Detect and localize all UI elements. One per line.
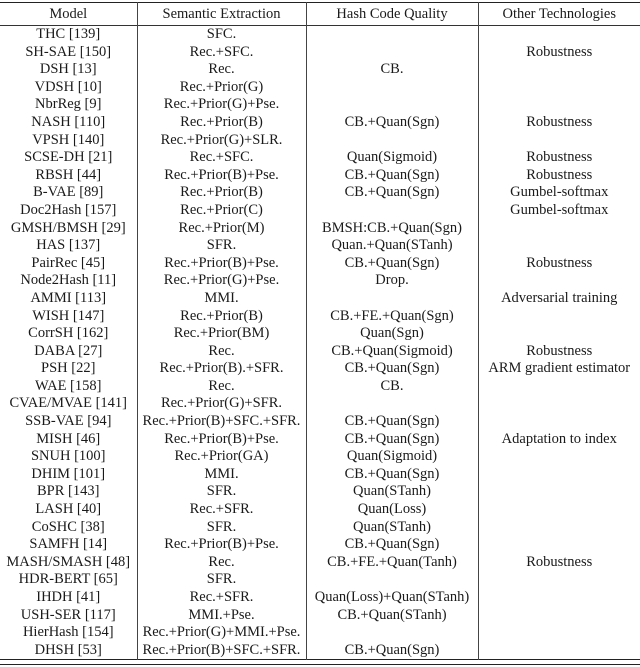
other-technologies-cell <box>478 536 640 554</box>
model-cell: DHSH [53] <box>34 641 102 658</box>
model-cell: IHDH [41] <box>36 589 101 605</box>
model-cell: RBSH [44] <box>35 166 102 183</box>
model-cell: SCSE-DH [21] <box>24 149 113 166</box>
semantic-extraction-cell: Rec.+Prior(GA) <box>137 448 306 466</box>
hash-code-quality-cell: CB.+FE.+Quan(Tanh) <box>306 554 478 572</box>
table-row <box>0 79 640 97</box>
model-cell: MASH/SMASH [48] <box>6 553 131 570</box>
hash-code-quality-cell: Quan(Loss) <box>306 501 478 519</box>
hash-code-quality-cell: CB. <box>306 378 478 396</box>
other-technologies-cell: Robustness <box>478 149 640 167</box>
table-row <box>0 272 640 290</box>
other-technologies-cell: Robustness <box>478 44 640 62</box>
model-cell: HAS [137] <box>36 237 101 254</box>
header-other-technologies: Other Technologies <box>478 3 640 26</box>
table-row <box>0 184 640 202</box>
semantic-extraction-cell: Rec.+Prior(B) <box>137 308 306 326</box>
semantic-extraction-cell: Rec. <box>137 554 306 572</box>
model-cell: SNUH [100] <box>30 448 106 465</box>
semantic-extraction-cell: Rec.+Prior(B)+SFC.+SFR. <box>137 413 306 431</box>
semantic-extraction-cell: Rec. <box>137 378 306 396</box>
hash-code-quality-cell <box>306 395 478 413</box>
table-row <box>0 519 640 537</box>
hash-code-quality-cell: Quan(STanh) <box>306 519 478 537</box>
header-semantic-extraction: Semantic Extraction <box>137 3 306 26</box>
semantic-extraction-cell: SFR. <box>137 519 306 537</box>
semantic-extraction-cell: MMI. <box>137 466 306 484</box>
table-row <box>0 466 640 484</box>
hash-code-quality-cell: CB.+FE.+Quan(Sgn) <box>306 308 478 326</box>
semantic-extraction-cell: Rec.+SFC. <box>137 44 306 62</box>
table-row <box>0 26 640 44</box>
hash-code-quality-cell: Quan(STanh) <box>306 483 478 501</box>
hash-code-quality-cell: Drop. <box>306 272 478 290</box>
model-cell: PSH [22] <box>41 360 96 377</box>
other-technologies-cell: Robustness <box>478 167 640 185</box>
hash-code-quality-cell: CB.+Quan(Sgn) <box>306 184 478 202</box>
hash-code-quality-cell: CB.+Quan(Sgn) <box>306 167 478 185</box>
semantic-extraction-cell: Rec.+Prior(BM) <box>137 325 306 343</box>
model-cell: GMSH/BMSH [29] <box>10 219 126 236</box>
model-cell: NbrReg [9] <box>35 96 102 113</box>
semantic-extraction-cell: Rec.+Prior(G)+SLR. <box>137 132 306 150</box>
hash-code-quality-cell: CB.+Quan(Sgn) <box>306 360 478 378</box>
table-row <box>0 325 640 343</box>
hash-code-quality-cell <box>306 44 478 62</box>
model-cell: THC [139] <box>36 26 101 42</box>
other-technologies-cell <box>478 79 640 97</box>
model-cell: SH-SAE [150] <box>25 43 112 60</box>
table-row <box>0 255 640 273</box>
table-row <box>0 395 640 413</box>
other-technologies-cell <box>478 589 640 607</box>
bottom-rule <box>0 664 640 665</box>
model-cell: Doc2Hash [157] <box>20 201 117 218</box>
table-row <box>0 448 640 466</box>
model-cell: DSH [13] <box>39 61 97 78</box>
table-row <box>0 44 640 62</box>
other-technologies-cell: Adaptation to index <box>478 431 640 449</box>
other-technologies-cell <box>478 501 640 519</box>
semantic-extraction-cell: SFC. <box>137 26 306 44</box>
semantic-extraction-cell: MMI. <box>137 290 306 308</box>
table-row <box>0 237 640 255</box>
other-technologies-cell <box>478 96 640 114</box>
semantic-extraction-cell: Rec. <box>137 61 306 79</box>
model-cell: SAMFH [14] <box>29 536 108 553</box>
hash-code-quality-cell <box>306 132 478 150</box>
table-row <box>0 589 640 607</box>
header-row <box>0 3 640 26</box>
semantic-extraction-cell: SFR. <box>137 571 306 589</box>
model-cell: PairRec [45] <box>31 254 106 271</box>
model-cell: B-VAE [89] <box>33 184 104 201</box>
other-technologies-cell <box>478 624 640 642</box>
header-hash-code-quality: Hash Code Quality <box>306 3 478 26</box>
table-row <box>0 378 640 396</box>
hash-code-quality-cell: Quan(Sgn) <box>306 325 478 343</box>
hash-code-quality-cell: CB.+Quan(Sgn) <box>306 536 478 554</box>
hash-code-quality-cell <box>306 202 478 220</box>
table-row <box>0 624 640 642</box>
semantic-extraction-cell: Rec.+Prior(G)+SFR. <box>137 395 306 413</box>
other-technologies-cell <box>478 519 640 537</box>
table-row <box>0 642 640 660</box>
table-row <box>0 114 640 132</box>
semantic-extraction-cell: Rec.+Prior(G)+Pse. <box>137 96 306 114</box>
semantic-extraction-cell: SFR. <box>137 483 306 501</box>
semantic-extraction-cell: Rec.+Prior(B)+Pse. <box>137 431 306 449</box>
model-cell: HierHash [154] <box>22 624 114 641</box>
model-cell: BPR [143] <box>37 483 100 500</box>
table-row <box>0 501 640 519</box>
model-cell: SSB-VAE [94] <box>25 413 112 430</box>
model-cell: MISH [46] <box>36 430 101 447</box>
model-cell: USH-SER [117] <box>20 606 116 623</box>
table-row <box>0 167 640 185</box>
semantic-extraction-cell: SFR. <box>137 237 306 255</box>
hash-code-quality-cell <box>306 624 478 642</box>
table-row <box>0 431 640 449</box>
other-technologies-cell <box>478 26 640 44</box>
other-technologies-cell: Robustness <box>478 554 640 572</box>
other-technologies-cell <box>478 325 640 343</box>
table-header <box>0 3 640 26</box>
hash-code-quality-cell <box>306 96 478 114</box>
model-cell: DABA [27] <box>34 342 103 359</box>
table-row <box>0 360 640 378</box>
semantic-extraction-cell: Rec.+Prior(B)+Pse. <box>137 167 306 185</box>
other-technologies-cell: Gumbel-softmax <box>478 184 640 202</box>
hash-code-quality-cell: Quan(Sigmoid) <box>306 149 478 167</box>
other-technologies-cell <box>478 378 640 396</box>
model-cell: VDSH [10] <box>34 78 102 95</box>
semantic-extraction-cell: Rec. <box>137 343 306 361</box>
hash-code-quality-cell: Quan.+Quan(STanh) <box>306 237 478 255</box>
semantic-extraction-cell: Rec.+Prior(B) <box>137 114 306 132</box>
hash-code-quality-cell: CB.+Quan(Sigmoid) <box>306 343 478 361</box>
semantic-extraction-cell: Rec.+Prior(B)+Pse. <box>137 536 306 554</box>
model-cell: Node2Hash [11] <box>20 272 117 289</box>
header-model: Model <box>49 6 88 22</box>
hash-code-quality-cell <box>306 79 478 97</box>
semantic-extraction-cell: MMI.+Pse. <box>137 607 306 625</box>
table-row <box>0 290 640 308</box>
other-technologies-cell <box>478 132 640 150</box>
table-row <box>0 61 640 79</box>
table-row <box>0 554 640 572</box>
hash-code-quality-cell <box>306 26 478 44</box>
other-technologies-cell <box>478 272 640 290</box>
semantic-extraction-cell: Rec.+Prior(C) <box>137 202 306 220</box>
model-cell: WAE [158] <box>35 377 102 394</box>
other-technologies-cell: ARM gradient estimator <box>478 360 640 378</box>
table-row <box>0 220 640 238</box>
other-technologies-cell <box>478 395 640 413</box>
semantic-extraction-cell: Rec.+Prior(G)+Pse. <box>137 272 306 290</box>
table-row <box>0 536 640 554</box>
semantic-extraction-cell: Rec.+SFR. <box>137 589 306 607</box>
hash-code-quality-cell: CB.+Quan(Sgn) <box>306 466 478 484</box>
hash-code-quality-cell: CB.+Quan(Sgn) <box>306 114 478 132</box>
other-technologies-cell: Robustness <box>478 255 640 273</box>
methods-comparison-table <box>0 2 640 660</box>
semantic-extraction-cell: Rec.+SFR. <box>137 501 306 519</box>
model-cell: CVAE/MVAE [141] <box>9 395 127 412</box>
other-technologies-cell <box>478 466 640 484</box>
semantic-extraction-cell: Rec.+Prior(B).+SFR. <box>137 360 306 378</box>
model-cell: CorrSH [162] <box>28 325 109 342</box>
hash-code-quality-cell <box>306 571 478 589</box>
other-technologies-cell <box>478 220 640 238</box>
model-cell: AMMI [113] <box>30 289 107 306</box>
other-technologies-cell: Robustness <box>478 114 640 132</box>
hash-code-quality-cell: Quan(Loss)+Quan(STanh) <box>306 589 478 607</box>
other-technologies-cell: Adversarial training <box>478 290 640 308</box>
hash-code-quality-cell: CB.+Quan(Sgn) <box>306 431 478 449</box>
other-technologies-cell <box>478 61 640 79</box>
model-cell: DHIM [101] <box>31 465 106 482</box>
other-technologies-cell <box>478 642 640 660</box>
other-technologies-cell <box>478 413 640 431</box>
table-body <box>0 26 640 660</box>
semantic-extraction-cell: Rec.+Prior(B)+SFC.+SFR. <box>137 642 306 660</box>
table-row <box>0 202 640 220</box>
table-row <box>0 343 640 361</box>
model-cell: WISH [147] <box>32 307 105 324</box>
other-technologies-cell: Gumbel-softmax <box>478 202 640 220</box>
semantic-extraction-cell: Rec.+Prior(G)+MMI.+Pse. <box>137 624 306 642</box>
model-cell: NASH [110] <box>31 113 106 130</box>
model-cell: CoSHC [38] <box>31 518 105 535</box>
table-row <box>0 308 640 326</box>
semantic-extraction-cell: Rec.+SFC. <box>137 149 306 167</box>
model-cell: HDR-BERT [65] <box>18 571 118 588</box>
other-technologies-cell <box>478 237 640 255</box>
table-row <box>0 483 640 501</box>
model-cell: LASH [40] <box>35 501 102 518</box>
table-row <box>0 413 640 431</box>
semantic-extraction-cell: Rec.+Prior(M) <box>137 220 306 238</box>
table-row <box>0 571 640 589</box>
table-row <box>0 96 640 114</box>
other-technologies-cell <box>478 483 640 501</box>
table-row <box>0 132 640 150</box>
other-technologies-cell <box>478 571 640 589</box>
other-technologies-cell: Robustness <box>478 343 640 361</box>
semantic-extraction-cell: Rec.+Prior(G) <box>137 79 306 97</box>
other-technologies-cell <box>478 308 640 326</box>
hash-code-quality-cell: Quan(Sigmoid) <box>306 448 478 466</box>
hash-code-quality-cell: CB.+Quan(Sgn) <box>306 642 478 660</box>
hash-code-quality-cell: CB.+Quan(Sgn) <box>306 255 478 273</box>
other-technologies-cell <box>478 448 640 466</box>
hash-code-quality-cell: CB.+Quan(STanh) <box>306 607 478 625</box>
hash-code-quality-cell <box>306 290 478 308</box>
table-row <box>0 149 640 167</box>
model-cell: VPSH [140] <box>32 131 105 148</box>
semantic-extraction-cell: Rec.+Prior(B) <box>137 184 306 202</box>
table-row <box>0 607 640 625</box>
hash-code-quality-cell: CB. <box>306 61 478 79</box>
hash-code-quality-cell: CB.+Quan(Sgn) <box>306 413 478 431</box>
other-technologies-cell <box>478 607 640 625</box>
hash-code-quality-cell: BMSH:CB.+Quan(Sgn) <box>306 220 478 238</box>
semantic-extraction-cell: Rec.+Prior(B)+Pse. <box>137 255 306 273</box>
